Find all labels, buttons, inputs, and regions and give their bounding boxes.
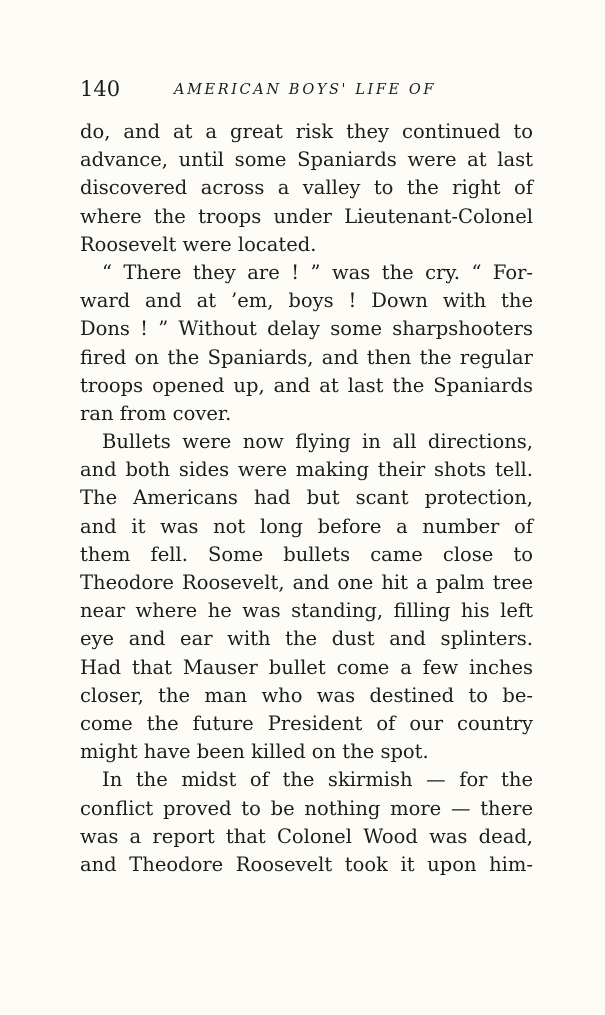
text-line: and Theodore Roosevelt took it upon him- [80,852,533,876]
text-line: and it was not long before a number of [80,514,533,538]
text-line: troops opened up, and at last the Spaniards [80,373,533,397]
text-line: ran from cover. [80,401,232,425]
text-line: Bullets were now flying in all directions, [102,430,533,454]
page-number: 140 [80,77,121,101]
text-line: “ There they are ! ” was the cry. “ For- [102,260,533,284]
text-line: them fell. Some bullets came close to [80,542,533,566]
text-line: Had that Mauser bullet come a few inches [80,655,533,679]
text-line: do, and at a great risk they continued to [80,120,533,143]
text-line: and both sides were making their shots tell. [80,458,533,482]
text-line: Theodore Roosevelt, and one hit a palm tree [80,571,533,594]
page-header [80,76,540,102]
text-line: advance, until some Spaniards were at last [80,148,533,172]
running-title: AMERICAN BOYS' LIFE OF [174,82,437,98]
text-line: might have been killed on the spot. [80,740,429,764]
text-line: was a report that Colonel Wood was dead, [80,824,533,848]
body-text [80,118,533,879]
text-line: come the future President of our country [80,711,533,735]
text-line: fired on the Spaniards, and then the regular [80,345,533,369]
text-line: closer, the man who was destined to be- [80,683,533,707]
text-line: In the midst of the skirmish — for the [102,768,533,792]
text-line: where the troops under Lieutenant-Colonel [80,204,533,228]
text-line: eye and ear with the dust and splinters. [80,627,533,651]
text-line: ward and at ’em, boys ! Down with the [80,289,533,313]
text-line: Dons ! ” Without delay some sharpshooters [80,317,533,341]
text-line: discovered across a valley to the right of [80,176,533,200]
text-line: The Americans had but scant protection, [80,486,533,510]
text-line: near where he was standing, filling his left [80,599,533,623]
text-line: conflict proved to be nothing more — there [80,796,533,820]
text-line: Roosevelt were located. [80,232,317,256]
